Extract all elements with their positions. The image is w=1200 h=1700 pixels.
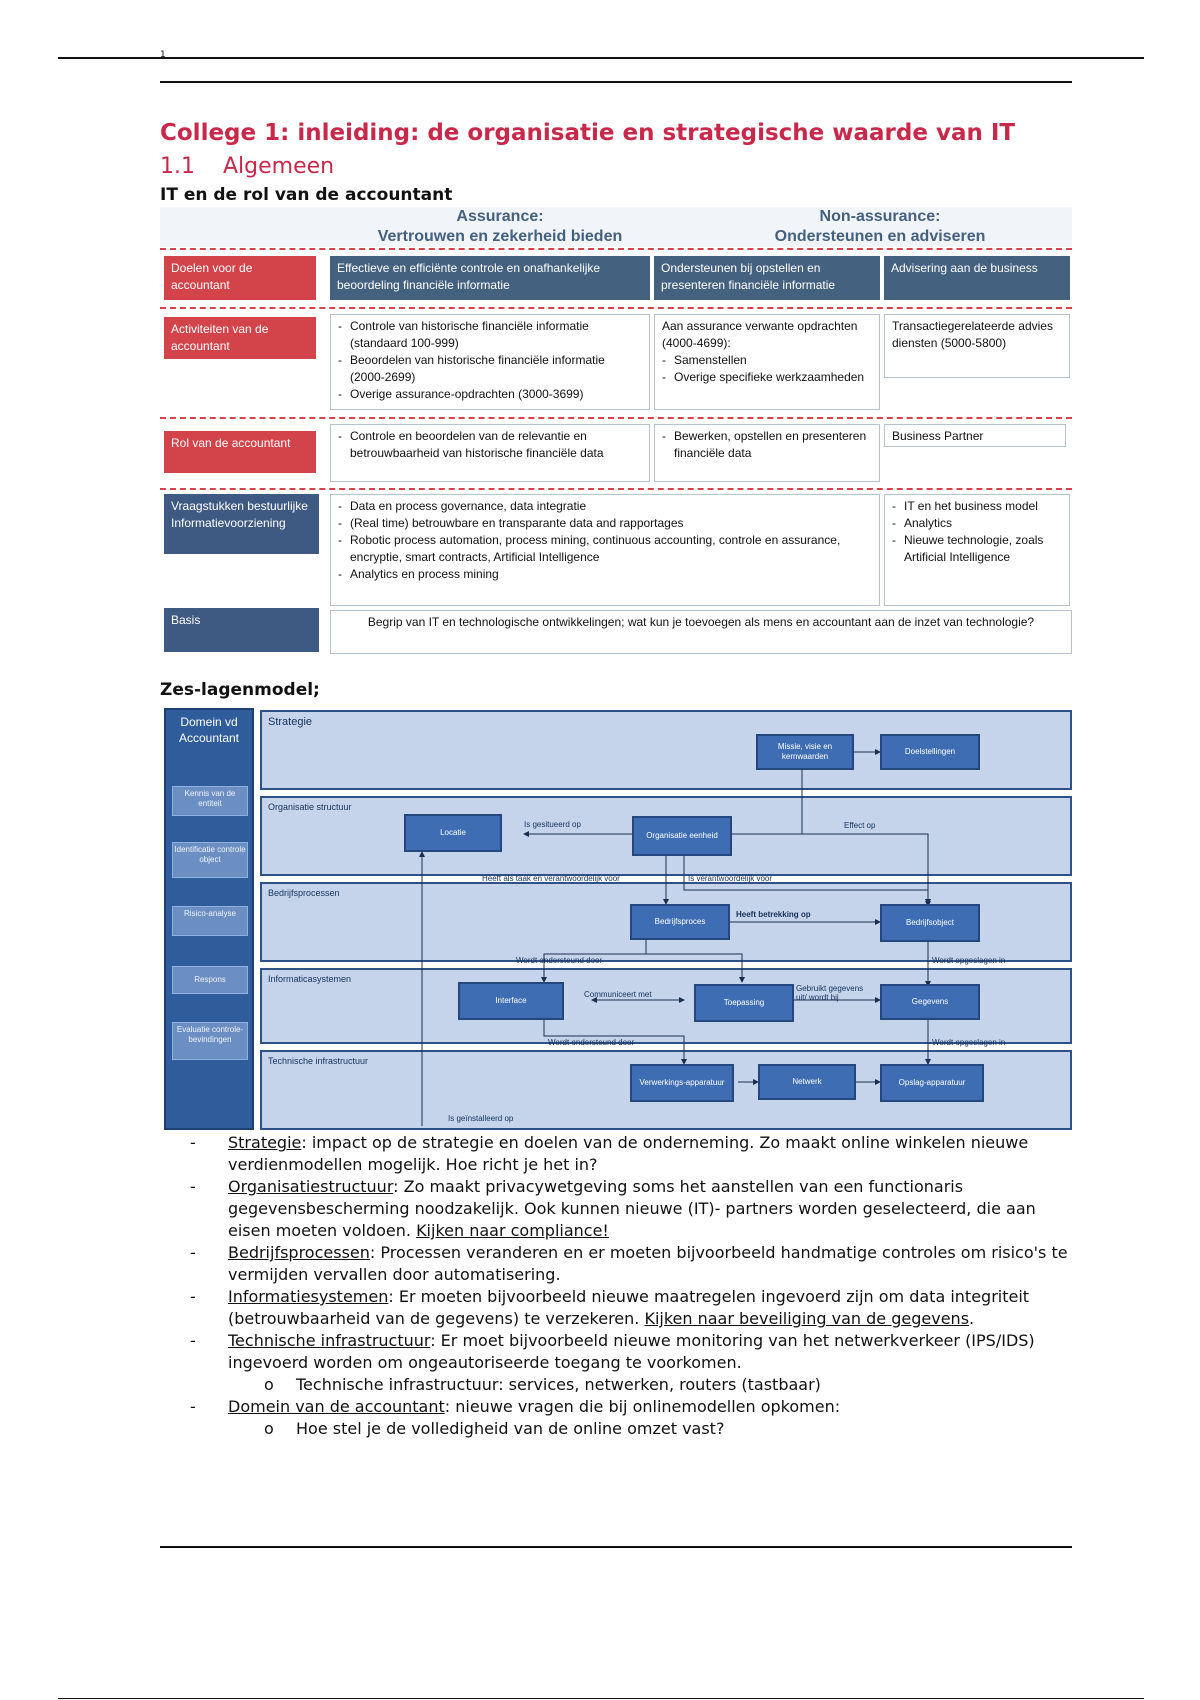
box-opslagapparatuur: Opslag-apparatuur <box>880 1064 984 1102</box>
layer-organisatie: Organisatie structuur <box>260 796 1072 876</box>
basis-text: Begrip van IT en technologische ontwikkelingen; wat kun je toevoegen als mens en accountant aan de inzet van technologie? <box>330 610 1072 654</box>
box-missie: Missie, visie en kernwaarden <box>756 734 854 770</box>
row-label-rol: Rol van de accountant <box>164 431 316 473</box>
row-label-vraagstukken: Vraagstukken bestuurlijke Informatievoorziening <box>164 494 319 554</box>
row-label-basis: Basis <box>164 608 319 652</box>
layer-strategie: Strategie <box>260 710 1072 790</box>
header-rule-bottom <box>160 81 1072 83</box>
table-divider <box>160 488 1072 490</box>
activiteiten-verwant: Aan assurance verwante opdrachten (4000-4699): - Samenstellen - Overige specifieke werkzaamheden <box>654 314 880 410</box>
rol-business-partner: Business Partner <box>884 424 1066 447</box>
edge-label-verantwoordelijk: Is verantwoordelijk voor <box>688 874 773 883</box>
activiteiten-assurance: - Controle van historische financiële informatie (standaard 100-999) - Beoordelen van historische financiële informatie (2000-2699) - Overige assurance-opdrachten (3000-3699) <box>330 314 650 410</box>
sidebar-item-identificatie: Identificatie controle object <box>172 842 248 878</box>
six-layer-diagram <box>164 708 1072 1133</box>
list-item: - Domein van de accountant: nieuwe vragen die bij onlinemodellen opkomen: <box>190 1397 841 1416</box>
sidebar-item-respons: Respons <box>172 966 248 994</box>
sidebar-item-risico: Risico-analyse <box>172 906 248 936</box>
table-divider <box>160 248 1072 250</box>
box-netwerk: Netwerk <box>758 1064 856 1100</box>
table-divider <box>160 307 1072 309</box>
layer-bedrijfsprocessen: Bedrijfsprocessen <box>260 882 1072 962</box>
page-title: College 1: inleiding: de organisatie en strategische waarde van IT <box>160 120 1016 146</box>
section-heading: 1.1 Algemeen <box>160 154 335 179</box>
layer-explanation-list <box>190 1132 1070 1440</box>
edge-label-geinstalleerd: Is geïnstalleerd op <box>448 1114 514 1123</box>
box-gegevens: Gegevens <box>880 984 980 1020</box>
sidebar-title: Domein vd Accountant <box>178 715 240 745</box>
col-assurance-head: Assurance: Vertrouwen en zekerheid bieden <box>377 208 623 245</box>
page-bottom-rule <box>58 1698 1144 1699</box>
box-interface: Interface <box>458 982 564 1020</box>
vraagstukken-main: - Data en process governance, data integratie - (Real time) betrouwbare en transparante data and rapportages - Robotic process automation, process mining, continuous accounting, controle en assurance, encryptie, smart contracts, Artificial Intelligence - Analytics en process mining <box>330 494 880 606</box>
footer-rule <box>160 1546 1072 1548</box>
edge-label-ondersteund-1: Wordt ondersteund door <box>516 956 603 965</box>
list-item: - Organisatiestructuur: Zo maakt privacywetgeving soms het aanstellen van een functionaris gegevensbescherming noodzakelijk. Ook kunnen nieuwe (IT)- partners worden geselecteerd, die aan eisen moeten voldoen. Kijken naar compliance! <box>190 1177 1036 1240</box>
list-item: - Informatiesystemen: Er moeten bijvoorbeeld nieuwe maatregelen ingevoerd zijn om data integriteit (betrouwbaarheid van de gegevens) te verzekeren. Kijken naar beveiliging van de gegevens. <box>190 1287 1030 1328</box>
box-bedrijfsproces: Bedrijfsproces <box>630 904 730 940</box>
page-marker: 1 <box>160 50 166 60</box>
box-bedrijfsobject: Bedrijfsobject <box>880 904 980 942</box>
layer-informaticasystemen: Informaticasystemen <box>260 968 1072 1044</box>
box-locatie: Locatie <box>404 814 502 852</box>
row-label-activiteiten: Activiteiten van de accountant <box>164 317 316 359</box>
rol-ondersteunen: - Bewerken, opstellen en presenteren financiële data <box>654 424 880 482</box>
box-toepassing: Toepassing <box>694 984 794 1022</box>
edge-label-gesitueerd: Is gesitueerd op <box>524 820 581 829</box>
list-item: - Technische infrastructuur: Er moet bijvoorbeeld nieuwe monitoring van het netwerkverkeer (IPS/IDS) ingevoerd worden om ongeautoriseerde toegang te voorkomen. <box>190 1331 1035 1372</box>
edge-label-opgeslagen-2: Wordt opgeslagen in <box>932 1038 1006 1047</box>
doelen-advisering: Advisering aan de business <box>884 256 1070 300</box>
subheading-zes-lagenmodel: Zes-lagenmodel; <box>160 680 320 700</box>
list-subitem: o Technische infrastructuur: services, netwerken, routers (tastbaar) <box>264 1375 821 1394</box>
layer-infrastructuur: Technische infrastructuur <box>260 1050 1072 1130</box>
box-doelstellingen: Doelstellingen <box>880 734 980 770</box>
rol-assurance: - Controle en beoordelen van de relevantie en betrouwbaarheid van historische financiële data <box>330 424 650 482</box>
box-verwerkingsapparatuur: Verwerkings-apparatuur <box>630 1064 734 1102</box>
edge-label-ondersteund-2: Wordt ondersteund door <box>548 1038 635 1047</box>
edge-label-communiceert: Communiceert met <box>584 990 652 999</box>
activiteiten-advies: Transactiegerelateerde advies diensten (5000-5800) <box>884 314 1070 378</box>
edge-label-betrekking: Heeft betrekking op <box>736 910 811 919</box>
edge-label-effect: Effect op <box>844 821 876 830</box>
sidebar-item-kennis: Kennis van de entiteit <box>172 786 248 816</box>
doelen-ondersteunen: Ondersteunen bij opstellen en presenteren financiële informatie <box>654 256 880 300</box>
table-divider <box>160 417 1072 419</box>
subheading-it-rol: IT en de rol van de accountant <box>160 185 453 205</box>
list-subitem: o Hoe stel je de volledigheid van de online omzet vast? <box>264 1419 725 1438</box>
vraagstukken-advies: - IT en het business model - Analytics - Nieuwe technologie, zoals Artificial Intelligence <box>884 494 1070 606</box>
col-nonassurance-head: Non-assurance: Ondersteunen en adviseren <box>774 208 986 245</box>
list-item: - Bedrijfsprocessen: Processen veranderen en er moeten bijvoorbeeld handmatige controles om risico's te vermijden vervallen door automatisering. <box>190 1243 1068 1284</box>
edge-label-heeft-taak: Heeft als taak en verantwoordelijk voor <box>482 874 620 883</box>
row-label-doelen: Doelen voor de accountant <box>164 256 316 300</box>
list-item: - Strategie: impact op de strategie en doelen van de onderneming. Zo maakt online winkelen nieuwe verdienmodellen mogelijk. Hoe richt je het in? <box>190 1133 1029 1174</box>
sidebar-item-evaluatie: Evaluatie controle-bevindingen <box>172 1022 248 1060</box>
box-organisatie-eenheid: Organisatie eenheid <box>632 816 732 856</box>
header-rule-top <box>58 57 1144 59</box>
edge-label-gebruikt: Gebruikt gegevens uit/ wordt bij <box>796 984 864 1002</box>
edge-label-opgeslagen-1: Wordt opgeslagen in <box>932 956 1006 965</box>
doelen-assurance: Effectieve en efficiënte controle en onafhankelijke beoordeling financiële informatie <box>330 256 650 300</box>
